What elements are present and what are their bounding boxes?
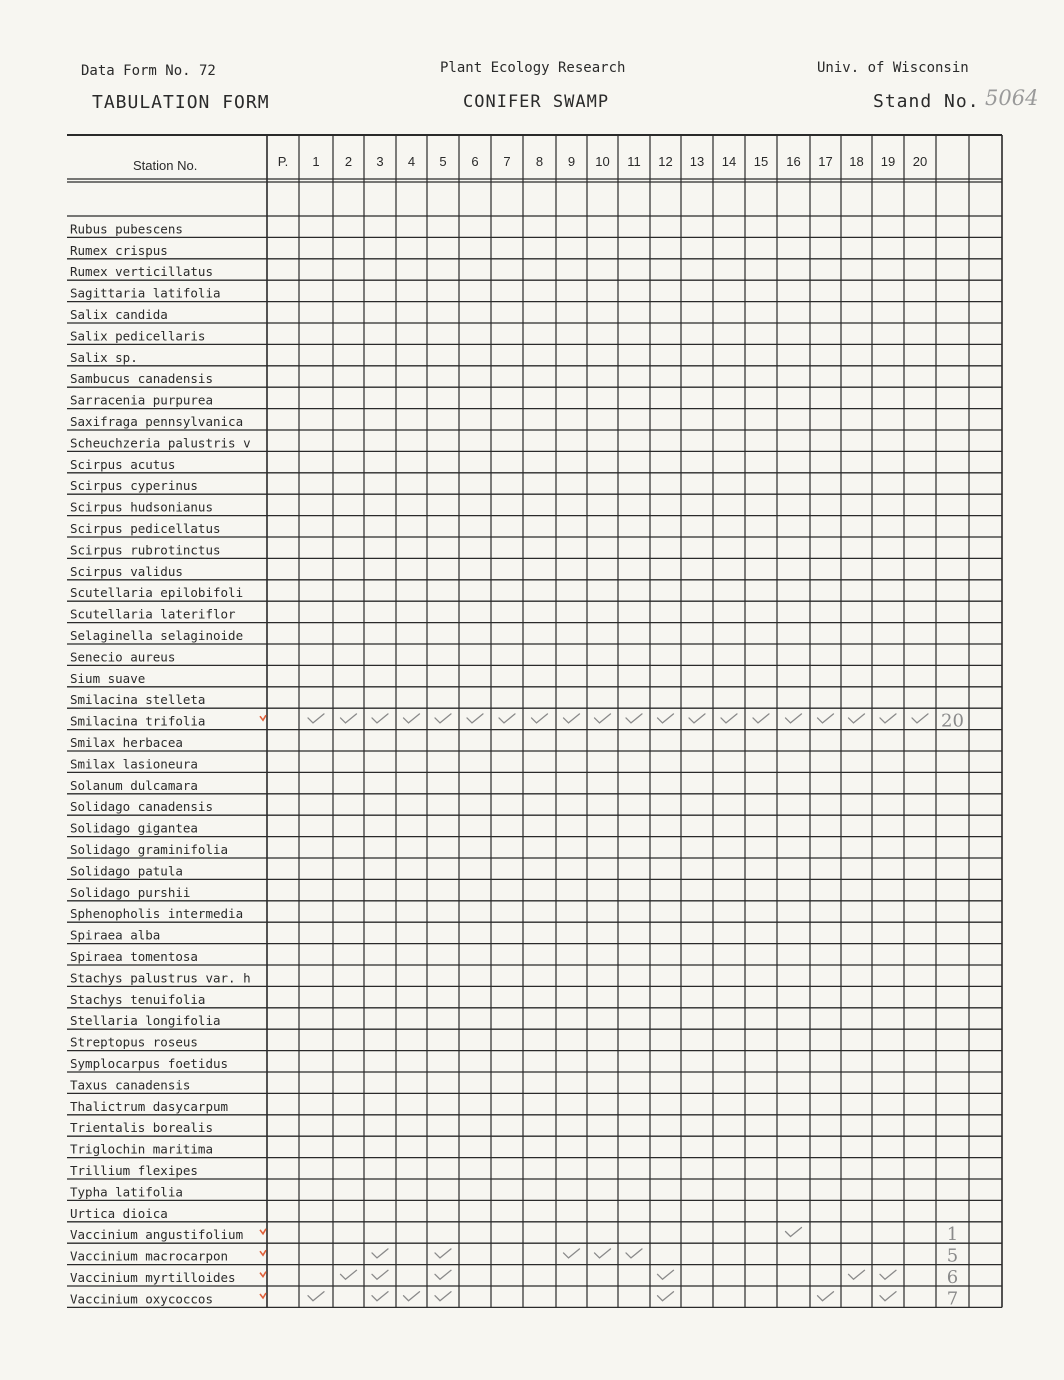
species-name: Symplocarpus foetidus <box>70 1056 229 1071</box>
species-row <box>70 393 213 408</box>
species-row <box>70 607 236 622</box>
check-mark <box>404 1292 420 1301</box>
species-row <box>70 435 251 450</box>
species-row <box>70 564 183 579</box>
form-number: Data Form No. 72 <box>81 63 216 79</box>
species-row <box>70 863 183 878</box>
species-row <box>70 307 168 322</box>
check-mark <box>721 714 737 723</box>
check-mark <box>818 714 834 723</box>
row-total: 5 <box>946 1245 959 1267</box>
research-heading: Plant Ecology Research <box>440 60 626 76</box>
species-name: Vaccinium oxycoccos <box>70 1291 213 1307</box>
species-name: Scirpus hudsonianus <box>70 499 213 515</box>
column-header: 5 <box>439 154 447 169</box>
red-tick <box>260 1229 266 1234</box>
check-mark <box>753 714 769 723</box>
species-row <box>70 692 205 707</box>
species-name: Scirpus cyperinus <box>70 478 198 494</box>
species-row <box>70 1288 958 1309</box>
species-name: Sarracenia purpurea <box>70 392 213 408</box>
species-name: Scirpus pedicellatus <box>70 521 221 536</box>
column-header: 6 <box>471 154 479 169</box>
species-name: Rumex verticillatus <box>70 264 213 280</box>
column-header: 19 <box>880 154 896 169</box>
species-name: Sphenopholis intermedia <box>70 906 244 922</box>
column-header: 13 <box>689 154 705 169</box>
species-row <box>70 542 221 557</box>
species-row <box>70 992 205 1007</box>
species-row <box>70 457 175 472</box>
column-header: 3 <box>376 154 384 169</box>
column-header: 8 <box>535 154 544 169</box>
check-mark <box>626 1249 642 1258</box>
species-name: Stachys tenuifolia <box>70 991 206 1007</box>
check-mark <box>532 714 548 723</box>
column-header: 10 <box>595 154 610 169</box>
check-mark <box>564 714 580 723</box>
species-row <box>70 243 168 258</box>
station-no-label: Station No. <box>133 158 198 173</box>
check-mark <box>435 714 451 723</box>
species-name: Spiraea tomentosa <box>70 949 198 964</box>
species-row <box>70 585 243 600</box>
check-mark <box>308 1292 324 1301</box>
species-name: Solidago graminifolia <box>70 842 229 857</box>
species-row <box>70 711 964 732</box>
check-mark <box>880 714 896 723</box>
form-title: TABULATION FORM <box>92 92 270 113</box>
column-header: 9 <box>567 154 576 169</box>
species-name: Scirpus rubrotinctus <box>70 542 221 558</box>
column-header: P. <box>277 154 289 169</box>
species-row <box>70 885 190 900</box>
column-headers <box>133 154 927 173</box>
check-mark <box>499 714 515 723</box>
species-name: Trientalis borealis <box>70 1120 213 1136</box>
column-header: 12 <box>658 154 673 169</box>
species-row <box>70 1142 213 1157</box>
species-name: Sagittaria latifolia <box>70 285 221 301</box>
species-name: Triglochin maritima <box>70 1141 213 1157</box>
species-row <box>70 1013 221 1028</box>
species-row <box>70 756 198 771</box>
species-name: Solidago gigantea <box>70 820 198 836</box>
check-mark <box>341 1270 357 1279</box>
red-tick <box>260 715 266 720</box>
species-name: Solidago purshii <box>70 884 191 900</box>
check-mark <box>595 714 611 723</box>
species-name: Salix candida <box>70 307 168 322</box>
species-row <box>70 1206 168 1221</box>
check-mark <box>595 1249 611 1258</box>
species-name: Smilacina stelleta <box>70 692 206 708</box>
column-header: 1 <box>312 154 320 169</box>
check-mark <box>372 714 388 723</box>
species-row <box>70 928 160 943</box>
check-mark <box>435 1270 451 1279</box>
species-row <box>70 478 198 493</box>
species-row <box>70 1056 228 1071</box>
row-total: 20 <box>941 710 964 732</box>
stand-number-value: 5064 <box>985 86 1039 110</box>
species-row <box>70 1163 198 1178</box>
check-mark <box>435 1292 451 1301</box>
species-row <box>70 735 183 750</box>
column-header: 7 <box>503 154 511 169</box>
stand-number-label: Stand No. <box>873 91 980 112</box>
species-row <box>70 371 213 386</box>
species-name: Scutellaria epilobifoli <box>70 585 244 601</box>
species-name: Scheuchzeria palustris v <box>70 435 251 451</box>
species-row <box>70 1077 190 1092</box>
row-total: 1 <box>946 1224 959 1246</box>
species-row <box>70 286 221 301</box>
species-name: Vaccinium angustifolium <box>70 1227 244 1243</box>
species-row <box>70 1099 228 1114</box>
check-mark <box>308 714 324 723</box>
species-row <box>70 521 221 536</box>
species-name: Stachys palustrus var. h <box>70 970 251 986</box>
row-total: 6 <box>946 1267 959 1288</box>
check-mark <box>372 1270 388 1279</box>
column-header: 14 <box>721 154 737 169</box>
species-name: Smilax lasioneura <box>70 756 198 772</box>
species-name: Solidago canadensis <box>70 799 213 815</box>
community-type: CONIFER SWAMP <box>463 92 610 112</box>
check-mark <box>467 714 483 723</box>
column-header: 2 <box>344 154 353 169</box>
species-row <box>70 1035 198 1050</box>
species-row <box>70 842 228 857</box>
check-mark <box>564 1249 580 1258</box>
species-name: Vaccinium macrocarpon <box>70 1248 229 1264</box>
species-row <box>70 949 198 964</box>
species-name: Sium suave <box>70 670 146 686</box>
check-mark <box>372 1292 388 1301</box>
species-name: Rumex crispus <box>70 242 168 258</box>
species-name: Sambucus canadensis <box>70 371 213 387</box>
species-row <box>70 1267 958 1288</box>
species-name: Stellaria longifolia <box>70 1013 221 1029</box>
species-name: Solidago patula <box>70 863 183 879</box>
check-mark <box>435 1249 451 1258</box>
species-row <box>70 350 138 365</box>
species-name: Thalictrum dasycarpum <box>70 1098 229 1114</box>
row-total: 7 <box>946 1288 959 1310</box>
check-mark <box>404 714 420 723</box>
species-name: Senecio aureus <box>70 649 176 665</box>
check-mark <box>372 1249 388 1258</box>
species-name: Scirpus acutus <box>70 456 176 472</box>
species-name: Scirpus validus <box>70 563 183 579</box>
species-name: Streptopus roseus <box>70 1034 198 1050</box>
species-name: Saxifraga pennsylvanica <box>70 414 244 429</box>
species-row <box>70 1246 958 1267</box>
check-mark <box>880 1292 896 1301</box>
species-row <box>70 414 243 429</box>
species-row <box>70 906 243 921</box>
species-row <box>70 778 198 793</box>
check-mark <box>658 1270 674 1279</box>
species-name: Trillium flexipes <box>70 1163 198 1178</box>
column-header: 17 <box>818 154 833 169</box>
species-row <box>70 1184 183 1199</box>
species-row <box>70 221 183 236</box>
species-name: Salix sp. <box>70 349 138 365</box>
check-mark <box>658 1292 674 1301</box>
check-mark <box>880 1270 896 1279</box>
species-row <box>70 649 175 664</box>
species-row <box>70 500 213 515</box>
check-mark <box>786 1228 802 1237</box>
species-row <box>70 1120 213 1135</box>
species-row <box>70 671 145 686</box>
red-tick <box>260 1272 266 1277</box>
check-mark <box>626 714 642 723</box>
species-name: Smilax herbacea <box>70 735 183 750</box>
species-row <box>70 328 205 343</box>
species-row <box>70 264 213 279</box>
species-name: Typha latifolia <box>70 1184 183 1200</box>
species-name: Taxus canadensis <box>70 1077 191 1093</box>
species-name: Salix pedicellaris <box>70 328 206 344</box>
column-header: 4 <box>407 154 416 169</box>
species-row <box>70 1224 958 1245</box>
species-row <box>70 799 213 814</box>
column-header: 16 <box>786 154 801 169</box>
species-name: Spiraea alba <box>70 927 161 943</box>
red-tick <box>260 1293 266 1298</box>
check-mark <box>849 1270 865 1279</box>
check-mark <box>786 714 802 723</box>
check-mark <box>341 714 357 723</box>
university-heading: Univ. of Wisconsin <box>817 60 969 76</box>
check-mark <box>658 714 674 723</box>
red-tick <box>260 1250 266 1255</box>
species-row <box>70 628 243 643</box>
species-name: Selaginella selaginoide <box>70 628 244 643</box>
species-name: Solanum dulcamara <box>70 777 198 793</box>
check-mark <box>912 714 928 723</box>
column-header: 20 <box>912 154 928 169</box>
column-header: 15 <box>753 154 769 169</box>
check-mark <box>849 714 865 723</box>
check-mark <box>689 714 705 723</box>
species-name: Vaccinium myrtilloides <box>70 1270 236 1285</box>
species-name: Rubus pubescens <box>70 221 183 237</box>
check-mark <box>818 1292 834 1301</box>
column-header: 11 <box>627 154 641 169</box>
species-name: Scutellaria lateriflor <box>70 606 236 622</box>
species-row <box>70 970 251 985</box>
species-row <box>70 821 198 836</box>
species-name: Urtica dioica <box>70 1205 168 1221</box>
species-name: Smilacina trifolia <box>70 713 206 729</box>
column-header: 18 <box>849 154 864 169</box>
